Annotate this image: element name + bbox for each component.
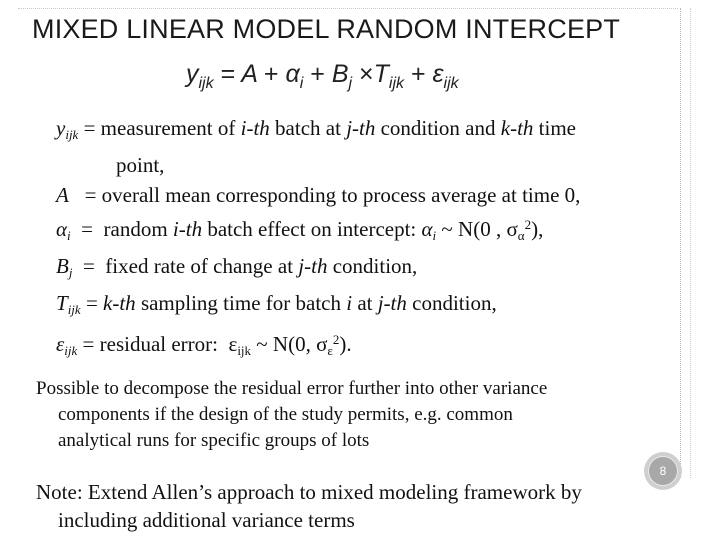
eq-alpha-sub: i: [299, 75, 304, 92]
def-t-sub: ijk: [67, 302, 81, 317]
definition-epsilon: [56, 325, 676, 366]
def-y-symbol: y: [56, 116, 66, 140]
def-alpha-symbol: α: [56, 217, 68, 241]
def-b-symbol: B: [56, 254, 69, 278]
definition-a: [56, 180, 676, 210]
def-alpha-text: ~ N(0 , σ: [436, 217, 518, 241]
def-alpha-sub-2: i: [432, 228, 437, 243]
def-eps-text: ~ N(0, σ: [251, 332, 328, 356]
def-alpha-sigma-sup: 2: [524, 217, 532, 232]
paragraph-line: components if the design of the study permits, e.g. common: [58, 404, 513, 425]
def-eps-sigma-sup: 2: [332, 332, 340, 347]
eq-eps: ε: [432, 60, 444, 88]
eq-equals: =: [220, 60, 236, 88]
def-y-ith: i-th: [240, 116, 270, 140]
def-b-jth: j-th: [298, 254, 328, 278]
def-eps-sub-2: ijk: [237, 343, 252, 358]
def-t-jth: j-th: [377, 291, 407, 315]
def-b-text: = fixed rate of change at: [72, 254, 299, 278]
def-t-text: at: [352, 291, 378, 315]
def-y-sub: ijk: [65, 127, 79, 142]
def-y-kth: k-th: [500, 116, 534, 140]
def-eps-text: = residual error: ε: [77, 332, 238, 356]
eq-lhs-sub: ijk: [198, 75, 214, 92]
page-number: 8: [648, 456, 678, 486]
paragraph-line: Possible to decompose the residual error further into other variance: [36, 378, 548, 399]
eq-times: ×: [359, 60, 374, 88]
def-eps-symbol: ε: [56, 332, 65, 356]
def-t-text: sampling time for batch: [135, 291, 347, 315]
definition-alpha: [56, 210, 676, 251]
eq-lhs: y: [186, 60, 199, 88]
definition-y-continued: point,: [116, 153, 165, 177]
def-y-text: batch at: [269, 116, 347, 140]
eq-plus-1: +: [263, 60, 279, 88]
def-eps-sub: ijk: [64, 343, 78, 358]
slide-title: MIXED LINEAR MODEL RANDOM INTERCEPT: [32, 14, 621, 44]
def-alpha-symbol-2: α: [421, 217, 433, 241]
eq-plus-3: +: [410, 60, 426, 88]
def-y-text: time: [533, 116, 576, 140]
def-t-text: =: [80, 291, 104, 315]
def-a-symbol: A: [56, 183, 69, 207]
eq-t: T: [373, 60, 389, 88]
def-t-kth: k-th: [103, 291, 136, 315]
def-t-i: i: [346, 291, 353, 315]
definition-t: [56, 288, 676, 325]
decomposition-paragraph: [36, 376, 656, 454]
definition-b: [56, 251, 676, 288]
eq-a: A: [241, 60, 257, 88]
def-b-text: condition,: [327, 254, 418, 278]
def-a-text: = overall mean corresponding to process average at time 0,: [68, 183, 581, 207]
def-t-text: condition,: [406, 291, 497, 315]
def-alpha-ith: i-th: [172, 217, 203, 241]
eq-plus-2: +: [310, 60, 325, 88]
slide-frame-right: [680, 8, 681, 478]
def-eps-sigma-sub: ε: [327, 343, 333, 358]
def-alpha-sigma-sub: α: [517, 228, 525, 243]
eq-alpha: α: [285, 60, 300, 88]
def-y-text: = measurement of: [78, 116, 241, 140]
eq-eps-sub: ijk: [443, 75, 459, 92]
def-alpha-text: ),: [531, 217, 544, 241]
eq-b: B: [331, 60, 349, 88]
def-alpha-text: = random: [70, 217, 173, 241]
note-paragraph: [36, 478, 676, 534]
slide-frame-right-outer: [690, 8, 691, 478]
note-line: Note: Extend Allen’s approach to mixed modeling framework by: [36, 480, 582, 504]
paragraph-line: analytical runs for specific groups of lots: [58, 430, 370, 451]
model-equation: [186, 60, 459, 93]
def-y-jth: j-th: [346, 116, 376, 140]
def-y-text: condition and: [375, 116, 501, 140]
def-alpha-text: batch effect on intercept:: [202, 217, 422, 241]
definition-y: [56, 113, 676, 150]
def-eps-text: ).: [339, 332, 352, 356]
definitions-list: [56, 113, 676, 366]
eq-b-sub: j: [348, 75, 353, 92]
def-alpha-sub: i: [67, 228, 71, 243]
slide-frame-top: [18, 8, 678, 9]
eq-t-sub: ijk: [388, 75, 405, 92]
note-line: including additional variance terms: [58, 508, 355, 532]
def-t-symbol: T: [56, 291, 68, 315]
def-b-sub: j: [68, 265, 73, 280]
